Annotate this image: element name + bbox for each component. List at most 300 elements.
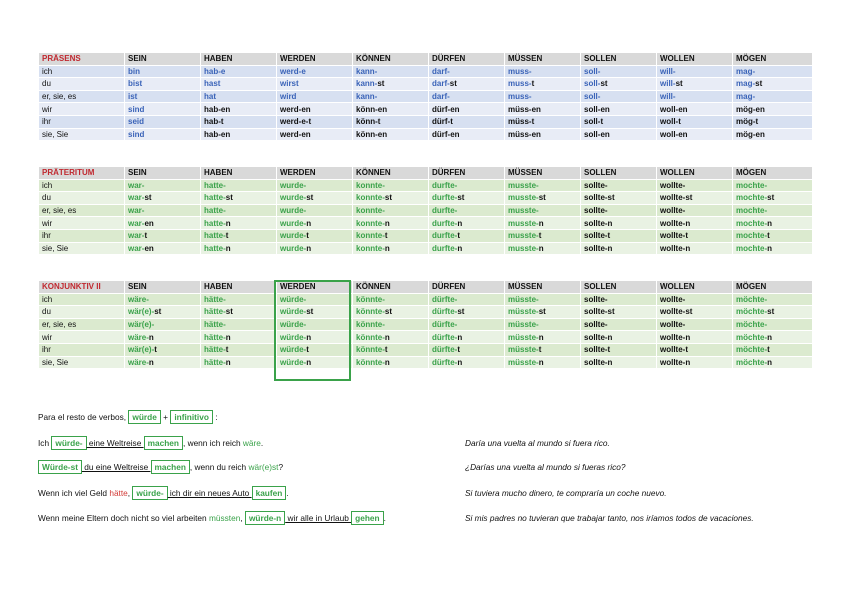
ending: st bbox=[306, 193, 314, 203]
conjugation-cell bbox=[277, 103, 353, 116]
conjugation-cell bbox=[657, 90, 733, 103]
stem: sollte-t bbox=[584, 345, 611, 355]
sentence-text: Ich bbox=[38, 438, 52, 448]
intro-text: Para el resto de verbos, bbox=[38, 412, 127, 422]
stem: wurde- bbox=[280, 206, 307, 216]
ending: st bbox=[225, 193, 233, 203]
ending: st bbox=[384, 193, 393, 203]
stem: wollte-n bbox=[660, 332, 691, 342]
conjugation-cell bbox=[581, 293, 657, 306]
conjugation-cell bbox=[429, 115, 505, 128]
stem: hatte- bbox=[204, 193, 226, 203]
stem: würde- bbox=[280, 307, 307, 317]
conjugation-cell bbox=[733, 306, 813, 319]
ending: n bbox=[148, 357, 154, 367]
conjugation-cell bbox=[733, 229, 813, 242]
stem: hätte- bbox=[204, 345, 226, 355]
verb-header: MÜSSEN bbox=[505, 281, 581, 294]
conjugation-cell bbox=[505, 293, 581, 306]
conjugation-cell bbox=[353, 78, 429, 91]
conjugation-cell bbox=[657, 78, 733, 91]
ending: st bbox=[538, 193, 546, 203]
sentence-text: . bbox=[383, 513, 386, 523]
conjugation-cell bbox=[277, 306, 353, 319]
ending: n bbox=[767, 243, 773, 253]
stem: musste- bbox=[508, 243, 539, 253]
stem: wurde- bbox=[280, 243, 307, 253]
ending: t bbox=[225, 345, 229, 355]
stem: möchte- bbox=[736, 307, 768, 317]
stem: war- bbox=[128, 243, 145, 253]
stem: werd-e-t bbox=[280, 117, 312, 127]
ending: t bbox=[767, 231, 770, 241]
conjugation-cell bbox=[505, 217, 581, 230]
ending: t bbox=[384, 345, 388, 355]
stem: hatte- bbox=[204, 206, 226, 216]
ending: t bbox=[457, 231, 460, 241]
verb-header: SEIN bbox=[125, 167, 201, 180]
stem: müsste- bbox=[508, 320, 539, 330]
stem: hätte- bbox=[204, 294, 226, 304]
conjugation-cell bbox=[353, 331, 429, 344]
conjugation-cell bbox=[429, 356, 505, 369]
stem: hab-en bbox=[204, 129, 231, 139]
ending: st bbox=[384, 307, 393, 317]
stem: mag- bbox=[736, 66, 756, 76]
stem: dürf-en bbox=[432, 104, 460, 114]
stem: seid bbox=[128, 117, 145, 127]
stem: sind bbox=[128, 129, 145, 139]
stem: dürfte- bbox=[432, 294, 458, 304]
stem: konnte- bbox=[356, 231, 385, 241]
stem: konnte- bbox=[356, 206, 385, 216]
table-row bbox=[39, 306, 813, 319]
conjugation-cell bbox=[581, 356, 657, 369]
stem: wollte- bbox=[660, 206, 686, 216]
pronoun-cell: sie, Sie bbox=[39, 242, 125, 255]
boxed-verb: würde-n bbox=[245, 511, 285, 525]
stem: könnte- bbox=[356, 332, 385, 342]
intro-line bbox=[38, 410, 218, 424]
conjugation-cell bbox=[657, 356, 733, 369]
stem: wäre- bbox=[128, 294, 149, 304]
stem: sollte- bbox=[584, 320, 608, 330]
verb-header: SOLLEN bbox=[581, 281, 657, 294]
conjugation-cell bbox=[429, 217, 505, 230]
stem: will- bbox=[660, 66, 676, 76]
conjugation-cell bbox=[277, 318, 353, 331]
stem: hatte- bbox=[204, 180, 226, 190]
conjugation-cell bbox=[733, 217, 813, 230]
verb-header: WOLLEN bbox=[657, 53, 733, 66]
stem: wär(e)- bbox=[128, 345, 155, 355]
stem: musste- bbox=[508, 218, 539, 228]
ending: n bbox=[384, 332, 390, 342]
ending: st bbox=[457, 193, 465, 203]
conjugation-cell bbox=[657, 306, 733, 319]
verb-header: DÜRFEN bbox=[429, 167, 505, 180]
conjugation-cell bbox=[581, 242, 657, 255]
conjugation-cell bbox=[657, 293, 733, 306]
ending: n bbox=[767, 218, 773, 228]
conjugation-cell bbox=[201, 293, 277, 306]
ending: t bbox=[531, 79, 535, 89]
ending: st bbox=[767, 193, 775, 203]
stem: dürf-en bbox=[432, 129, 460, 139]
stem: war- bbox=[128, 180, 145, 190]
stem: wollte- bbox=[660, 294, 686, 304]
sentence-text: . bbox=[260, 438, 264, 448]
stem: könn-t bbox=[356, 117, 381, 127]
conjugation-cell bbox=[581, 192, 657, 205]
ending: n bbox=[225, 357, 231, 367]
conjugation-cell bbox=[581, 204, 657, 217]
underlined-phrase: wir alle in Urlaub bbox=[285, 513, 352, 523]
conjugation-cell bbox=[733, 293, 813, 306]
conjugation-cell bbox=[429, 242, 505, 255]
conjugation-cell bbox=[201, 90, 277, 103]
ending: n bbox=[457, 218, 463, 228]
conjugation-cell bbox=[657, 65, 733, 78]
conjugation-cell bbox=[429, 331, 505, 344]
table-row bbox=[39, 293, 813, 306]
stem: wollte- bbox=[660, 320, 686, 330]
conjugation-cell bbox=[429, 65, 505, 78]
stem: durfte- bbox=[432, 193, 458, 203]
verb-header: WOLLEN bbox=[657, 281, 733, 294]
conjugation-cell bbox=[201, 103, 277, 116]
verb-header: MÜSSEN bbox=[505, 167, 581, 180]
conjugation-cell bbox=[657, 192, 733, 205]
conjugation-cell bbox=[657, 204, 733, 217]
ending: n bbox=[306, 332, 312, 342]
stem: könnte- bbox=[356, 320, 385, 330]
stem: würde- bbox=[280, 357, 307, 367]
tense-name: PRÄTERITUM bbox=[39, 167, 125, 180]
highlighted-verb: wäre bbox=[242, 438, 261, 448]
table-row bbox=[39, 65, 813, 78]
stem: kann- bbox=[356, 79, 378, 89]
stem: mochte- bbox=[736, 193, 768, 203]
conjugation-cell bbox=[125, 115, 201, 128]
conjugation-cell bbox=[277, 65, 353, 78]
stem: darf- bbox=[432, 92, 450, 102]
ending: n bbox=[767, 357, 773, 367]
stem: dürfte- bbox=[432, 320, 458, 330]
verb-header: SOLLEN bbox=[581, 167, 657, 180]
conjugation-cell bbox=[201, 229, 277, 242]
conjugation-cell bbox=[505, 192, 581, 205]
stem: würde- bbox=[280, 332, 307, 342]
conjugation-cell bbox=[201, 179, 277, 192]
stem: wäre- bbox=[128, 332, 149, 342]
stem: könn-en bbox=[356, 129, 388, 139]
stem: konnte- bbox=[356, 218, 385, 228]
conjugation-cell bbox=[125, 179, 201, 192]
verb-header: HABEN bbox=[201, 281, 277, 294]
conjugation-cell bbox=[505, 103, 581, 116]
conjugation-cell bbox=[581, 179, 657, 192]
stem: dürfte- bbox=[432, 357, 458, 367]
ending: n bbox=[148, 332, 154, 342]
stem: möchte- bbox=[736, 332, 768, 342]
intro-plus: + bbox=[163, 412, 169, 422]
conjugation-cell bbox=[657, 179, 733, 192]
conjugation-cell bbox=[429, 343, 505, 356]
stem: hab-e bbox=[204, 66, 226, 76]
stem: wollte-t bbox=[660, 345, 688, 355]
conjugation-cell bbox=[277, 356, 353, 369]
ending: st bbox=[449, 79, 457, 89]
stem: durfte- bbox=[432, 243, 458, 253]
stem: muss- bbox=[508, 66, 532, 76]
conjugation-cell bbox=[429, 192, 505, 205]
ending: st bbox=[225, 307, 233, 317]
ending: en bbox=[144, 218, 154, 228]
stem: wär(e)- bbox=[128, 320, 155, 330]
conjugation-cell bbox=[429, 229, 505, 242]
stem: werd-en bbox=[280, 104, 311, 114]
conjugation-cell bbox=[201, 115, 277, 128]
stem: wollte-n bbox=[660, 243, 691, 253]
spanish-translation: ¿Darías una vuelta al mundo si fueras rico? bbox=[465, 462, 626, 472]
conjugation-cell bbox=[733, 78, 813, 91]
table-row bbox=[39, 318, 813, 331]
verb-header: DÜRFEN bbox=[429, 53, 505, 66]
boxed-verb: gehen bbox=[351, 511, 383, 525]
ending: n bbox=[457, 243, 463, 253]
ending: st bbox=[306, 307, 314, 317]
ending: en bbox=[144, 243, 154, 253]
pronoun-cell: er, sie, es bbox=[39, 318, 125, 331]
conjugation-cell bbox=[277, 90, 353, 103]
conjugation-cell bbox=[581, 318, 657, 331]
conjugation-cell bbox=[505, 204, 581, 217]
stem: sollte- bbox=[584, 180, 608, 190]
stem: konnte- bbox=[356, 180, 385, 190]
ending: n bbox=[225, 332, 231, 342]
stem: hab-t bbox=[204, 117, 224, 127]
pronoun-cell: ihr bbox=[39, 115, 125, 128]
conjugation-cell bbox=[505, 90, 581, 103]
ending: n bbox=[384, 243, 390, 253]
conjugation-cell bbox=[201, 343, 277, 356]
conjugation-cell bbox=[429, 90, 505, 103]
stem: sind bbox=[128, 104, 145, 114]
conjugation-cell bbox=[125, 229, 201, 242]
conjugation-cell bbox=[581, 65, 657, 78]
conjugation-cell bbox=[581, 343, 657, 356]
conjugation-cell bbox=[505, 331, 581, 344]
conjugation-cell bbox=[733, 179, 813, 192]
conjugation-cell bbox=[581, 78, 657, 91]
stem: müsste- bbox=[508, 307, 539, 317]
stem: wurde- bbox=[280, 218, 307, 228]
conjugation-cell bbox=[505, 242, 581, 255]
conjugation-cell bbox=[429, 306, 505, 319]
ending: t bbox=[538, 231, 542, 241]
conjugation-cell bbox=[353, 204, 429, 217]
stem: konnte- bbox=[356, 243, 385, 253]
stem: würde- bbox=[280, 320, 307, 330]
table-row bbox=[39, 204, 813, 217]
ending: st bbox=[144, 193, 152, 203]
sentence-text: , wenn ich reich bbox=[182, 438, 243, 448]
conjugation-cell bbox=[201, 217, 277, 230]
stem: durfte- bbox=[432, 180, 458, 190]
sentence-text: , wenn du reich bbox=[189, 462, 249, 472]
stem: mög-t bbox=[736, 117, 759, 127]
conjugation-cell bbox=[505, 115, 581, 128]
conjugation-cell bbox=[277, 343, 353, 356]
conjugation-cell bbox=[353, 115, 429, 128]
stem: musste- bbox=[508, 206, 539, 216]
stem: wollte-n bbox=[660, 357, 691, 367]
boxed-verb: würde- bbox=[51, 436, 86, 450]
stem: hätte- bbox=[204, 332, 226, 342]
stem: mochte- bbox=[736, 180, 768, 190]
stem: hab-en bbox=[204, 104, 231, 114]
stem: woll-en bbox=[660, 104, 688, 114]
conjugation-cell bbox=[353, 128, 429, 141]
pronoun-cell: wir bbox=[39, 217, 125, 230]
stem: war- bbox=[128, 231, 145, 241]
stem: hatte- bbox=[204, 231, 226, 241]
ending: n bbox=[538, 218, 544, 228]
stem: war- bbox=[128, 218, 145, 228]
conjugation-cell bbox=[353, 103, 429, 116]
header-row bbox=[39, 53, 813, 66]
stem: sollte-n bbox=[584, 357, 613, 367]
pronoun-cell: ihr bbox=[39, 229, 125, 242]
example-sentence bbox=[38, 511, 386, 525]
stem: musste- bbox=[508, 193, 539, 203]
stem: müsste- bbox=[508, 357, 539, 367]
ending: st bbox=[675, 79, 683, 89]
stem: kann- bbox=[356, 92, 378, 102]
stem: mochte- bbox=[736, 231, 768, 241]
stem: möchte- bbox=[736, 294, 768, 304]
conjugation-cell bbox=[277, 115, 353, 128]
stem: sollte-n bbox=[584, 332, 613, 342]
stem: durfte- bbox=[432, 231, 458, 241]
conjugation-cell bbox=[125, 318, 201, 331]
intro-colon: : bbox=[215, 412, 218, 422]
stem: dürfte- bbox=[432, 332, 458, 342]
ending: t bbox=[457, 345, 460, 355]
conjugation-cell bbox=[353, 293, 429, 306]
stem: darf- bbox=[432, 79, 450, 89]
conjugation-cell bbox=[201, 128, 277, 141]
ending: t bbox=[154, 345, 157, 355]
conjugation-cell bbox=[353, 242, 429, 255]
conjugation-cell bbox=[733, 242, 813, 255]
table-row bbox=[39, 192, 813, 205]
stem: sollte-st bbox=[584, 193, 615, 203]
conjugation-cell bbox=[201, 356, 277, 369]
highlighted-verb: hätte bbox=[109, 488, 128, 498]
spanish-translation: Daría una vuelta al mundo si fuera rico. bbox=[465, 438, 610, 448]
stem: müss-en bbox=[508, 104, 541, 114]
ending: n bbox=[767, 332, 773, 342]
stem: wollte-st bbox=[660, 307, 693, 317]
stem: war- bbox=[128, 193, 145, 203]
conjugation-cell bbox=[277, 78, 353, 91]
stem: hat bbox=[204, 92, 216, 102]
ending: n bbox=[306, 218, 312, 228]
ending: st bbox=[538, 307, 546, 317]
stem: soll- bbox=[584, 92, 601, 102]
verb-header: DÜRFEN bbox=[429, 281, 505, 294]
boxed-verb: Würde-st bbox=[38, 460, 82, 474]
stem: sollte- bbox=[584, 206, 608, 216]
stem: müsste- bbox=[508, 345, 539, 355]
pronoun-cell: wir bbox=[39, 103, 125, 116]
verb-header: SOLLEN bbox=[581, 53, 657, 66]
conjugation-cell bbox=[581, 103, 657, 116]
header-row bbox=[39, 281, 813, 294]
ending: t bbox=[306, 231, 309, 241]
conjugation-cell bbox=[733, 65, 813, 78]
example-sentence bbox=[38, 460, 283, 474]
stem: wurde- bbox=[280, 180, 307, 190]
stem: dürf-t bbox=[432, 117, 453, 127]
stem: woll-t bbox=[660, 117, 681, 127]
boxed-verb: kaufen bbox=[252, 486, 287, 500]
pronoun-cell: er, sie, es bbox=[39, 204, 125, 217]
conjugation-cell bbox=[429, 179, 505, 192]
table-row bbox=[39, 115, 813, 128]
stem: hatte- bbox=[204, 218, 226, 228]
verb-header: WERDEN bbox=[277, 167, 353, 180]
conjugation-cell bbox=[353, 343, 429, 356]
sentence-text: . bbox=[286, 488, 289, 498]
stem: könnte- bbox=[356, 345, 385, 355]
table-row bbox=[39, 128, 813, 141]
ending: st bbox=[600, 79, 608, 89]
stem: musste- bbox=[508, 180, 539, 190]
ending: t bbox=[306, 345, 309, 355]
stem: durfte- bbox=[432, 206, 458, 216]
highlighted-verb: wär(e)st bbox=[248, 462, 279, 472]
konjunktiv-table bbox=[38, 280, 813, 369]
ending: n bbox=[457, 332, 463, 342]
stem: würde- bbox=[280, 294, 307, 304]
stem: soll-en bbox=[584, 129, 610, 139]
conjugation-cell bbox=[277, 242, 353, 255]
stem: könnte- bbox=[356, 294, 385, 304]
underlined-phrase: ich dir ein neues Auto bbox=[167, 488, 252, 498]
ending: t bbox=[225, 231, 229, 241]
stem: müsste- bbox=[508, 294, 539, 304]
stem: wollte-n bbox=[660, 218, 691, 228]
conjugation-cell bbox=[505, 78, 581, 91]
stem: darf- bbox=[432, 66, 450, 76]
underlined-phrase: du eine Weltreise bbox=[81, 462, 151, 472]
stem: möchte- bbox=[736, 357, 768, 367]
stem: sollte- bbox=[584, 294, 608, 304]
ending: st bbox=[767, 307, 775, 317]
stem: wollte- bbox=[660, 180, 686, 190]
conjugation-cell bbox=[201, 192, 277, 205]
conjugation-cell bbox=[125, 204, 201, 217]
stem: kann- bbox=[356, 66, 378, 76]
verb-header: HABEN bbox=[201, 53, 277, 66]
conjugation-cell bbox=[733, 90, 813, 103]
sentence-text: ? bbox=[278, 462, 284, 472]
conjugation-cell bbox=[581, 306, 657, 319]
conjugation-cell bbox=[125, 356, 201, 369]
